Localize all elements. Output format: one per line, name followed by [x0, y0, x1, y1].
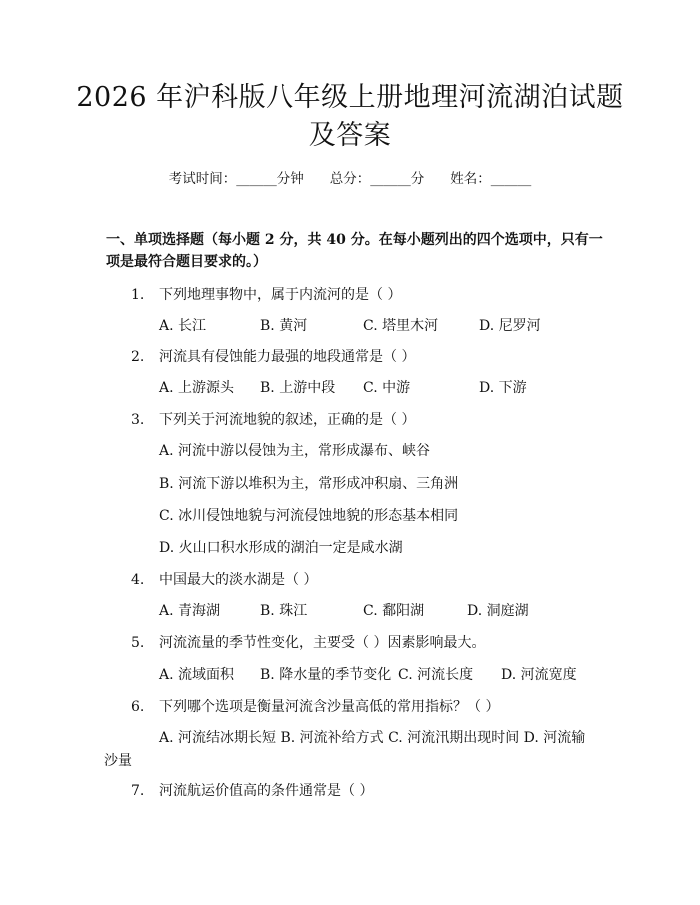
total-score-field: 总分：______分: [329, 171, 425, 187]
question-number: 3.: [131, 412, 145, 428]
question-number: 7.: [131, 783, 145, 799]
option-a: A. 青海湖: [159, 603, 221, 619]
question-text: 下列关于河流地貌的叙述，正确的是（ ）: [159, 412, 416, 428]
option-a: A. 长江: [159, 318, 207, 334]
option-d: D. 尼罗河: [479, 318, 541, 334]
option-d: D. 火山口积水形成的湖泊一定是咸水湖: [159, 540, 403, 556]
question-number: 4.: [131, 572, 145, 588]
section-heading: 一、单项选择题（每小题 2 分，共 40 分。在每小题列出的四个选项中，只有一项是最符合题目要求的。）: [106, 232, 603, 270]
options-line: A. 河流结冰期长短 B. 河流补给方式 C. 河流汛期出现时间 D. 河流输: [159, 730, 586, 746]
option-b: B. 黄河: [260, 318, 308, 334]
exam-meta: [0, 167, 700, 187]
question-text: 河流具有侵蚀能力最强的地段通常是（ ）: [159, 349, 416, 365]
option-a: A. 上游源头: [159, 380, 235, 396]
question-stem: [131, 569, 317, 589]
question-text: 中国最大的淡水湖是（ ）: [159, 572, 318, 588]
question-stem: [131, 346, 415, 366]
option-d: D. 下游: [479, 380, 527, 396]
option-c: C. 冰川侵蚀地貌与河流侵蚀地貌的形态基本相同: [159, 508, 459, 524]
question-stem: [131, 696, 499, 716]
question-stem: [131, 632, 485, 652]
question-number: 2.: [131, 349, 145, 365]
question-number: 5.: [131, 635, 145, 651]
option-a: A. 河流中游以侵蚀为主，常形成瀑布、峡谷: [159, 443, 431, 459]
option-c: C. 塔里木河: [363, 318, 439, 334]
question-text: 下列哪个选项是衡量河流含沙量高低的常用指标？（ ）: [159, 699, 500, 715]
option-b: B. 河流下游以堆积为主，常形成冲积扇、三角洲: [159, 476, 459, 492]
exam-title-line2: 及答案: [308, 120, 392, 151]
question-text: 河流航运价值高的条件通常是（ ）: [159, 783, 374, 799]
exam-time-field: 考试时间：______分钟: [168, 171, 304, 187]
option-b: B. 上游中段: [260, 380, 336, 396]
question-number: 6.: [131, 699, 145, 715]
option-c: C. 河流长度: [398, 667, 474, 683]
option-a: A. 流域面积: [159, 667, 235, 683]
question-number: 1.: [131, 287, 145, 303]
student-name-field: 姓名：______: [450, 171, 532, 187]
option-d: D. 洞庭湖: [467, 603, 529, 619]
question-stem: [131, 409, 415, 429]
option-d: D. 河流宽度: [501, 667, 577, 683]
option-c: C. 鄱阳湖: [363, 603, 425, 619]
question-text: 下列地理事物中，属于内流河的是（ ）: [159, 287, 402, 303]
exam-title-line1: 2026 年沪科版八年级上册地理河流湖泊试题: [76, 82, 624, 113]
question-stem: [131, 284, 401, 304]
options-line-wrap: 沙量: [104, 753, 132, 769]
question-text: 河流流量的季节性变化，主要受（ ）因素影响最大。: [159, 635, 486, 651]
question-stem: [131, 780, 373, 800]
option-b: B. 珠江: [260, 603, 308, 619]
option-c: C. 中游: [363, 380, 411, 396]
option-b: B. 降水量的季节变化: [260, 667, 392, 683]
